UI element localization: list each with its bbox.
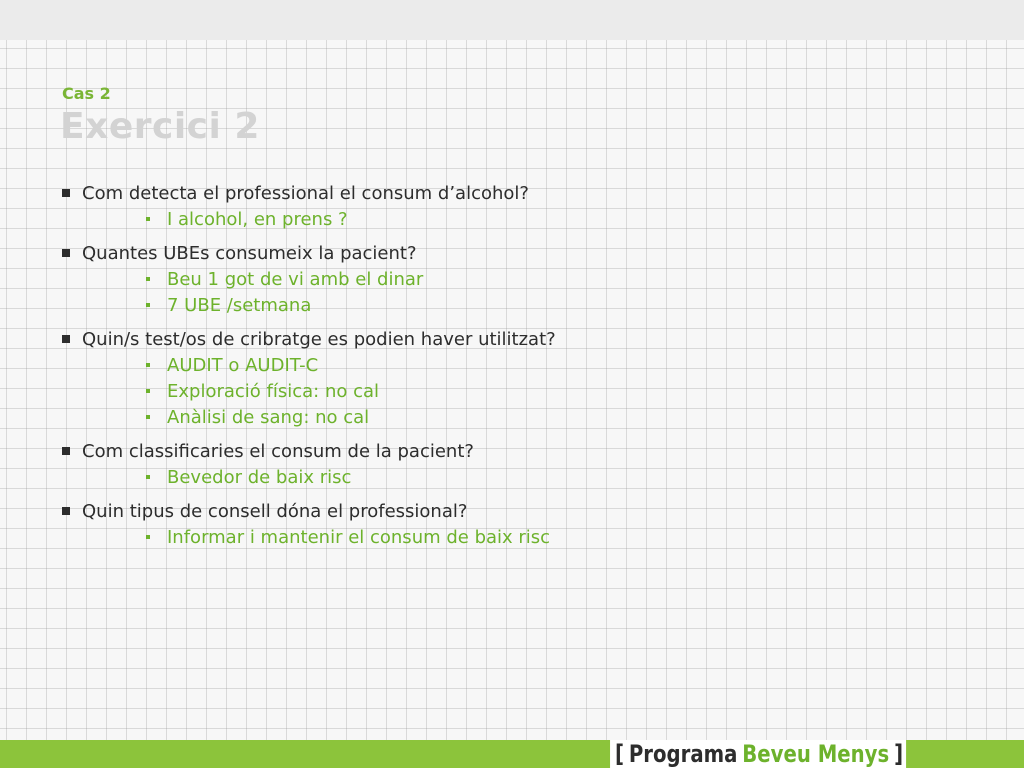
brand-word-beveu-menys: Beveu Menys <box>741 740 889 768</box>
question-block <box>60 180 760 232</box>
question-item <box>60 180 760 206</box>
answer-text: I alcohol, en prens ? <box>167 208 348 230</box>
question-text: Com classificaries el consum de la pacient? <box>82 440 474 462</box>
question-item <box>60 438 760 464</box>
answer-item <box>146 266 760 292</box>
answer-text: Beu 1 got de vi amb el dinar <box>167 268 424 290</box>
small-square-bullet-icon <box>146 389 150 393</box>
answer-item <box>146 404 760 430</box>
brand-logo <box>610 740 906 768</box>
square-bullet-icon <box>62 335 70 343</box>
answer-text: 7 UBE /setmana <box>167 294 312 316</box>
small-square-bullet-icon <box>146 363 150 367</box>
answer-text: Informar i mantenir el consum de baix risc <box>167 526 551 548</box>
question-text: Com detecta el professional el consum d’alcohol? <box>82 182 529 204</box>
question-item <box>60 240 760 266</box>
brand-bracket-close: ] <box>893 740 903 768</box>
question-block <box>60 498 760 550</box>
answer-text: Exploració física: no cal <box>167 380 380 402</box>
question-text: Quin tipus de consell dóna el professional? <box>82 500 468 522</box>
square-bullet-icon <box>62 249 70 257</box>
answer-text: AUDIT o AUDIT-C <box>167 354 319 376</box>
question-block <box>60 326 760 430</box>
small-square-bullet-icon <box>146 475 150 479</box>
brand-bracket-open: [ <box>614 740 624 768</box>
small-square-bullet-icon <box>146 277 150 281</box>
answer-item <box>146 464 760 490</box>
question-list <box>60 180 760 558</box>
small-square-bullet-icon <box>146 303 150 307</box>
answer-item <box>146 352 760 378</box>
small-square-bullet-icon <box>146 217 150 221</box>
square-bullet-icon <box>62 447 70 455</box>
answer-item <box>146 206 760 232</box>
question-item <box>60 498 760 524</box>
answer-text: Anàlisi de sang: no cal <box>167 406 370 428</box>
answer-item <box>146 378 760 404</box>
square-bullet-icon <box>62 507 70 515</box>
slide-kicker: Cas 2 <box>62 84 111 103</box>
small-square-bullet-icon <box>146 535 150 539</box>
answer-text: Bevedor de baix risc <box>167 466 352 488</box>
question-text: Quin/s test/os de cribratge es podien haver utilitzat? <box>82 328 556 350</box>
slide-title: Exercici 2 <box>60 106 260 147</box>
footer-bar <box>0 740 1024 768</box>
answer-item <box>146 292 760 318</box>
square-bullet-icon <box>62 189 70 197</box>
question-text: Quantes UBEs consumeix la pacient? <box>82 242 417 264</box>
small-square-bullet-icon <box>146 415 150 419</box>
brand-word-programa: Programa <box>628 740 738 768</box>
question-block <box>60 240 760 318</box>
answer-item <box>146 524 760 550</box>
question-block <box>60 438 760 490</box>
question-item <box>60 326 760 352</box>
